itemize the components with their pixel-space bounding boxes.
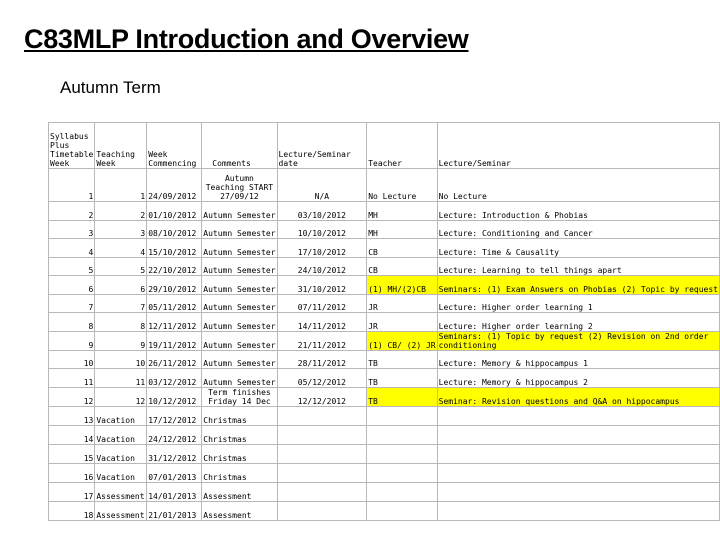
table-row bbox=[49, 406, 720, 425]
cell-topic: Lecture: Memory & hippocampus 2 bbox=[437, 369, 719, 388]
table-row bbox=[49, 276, 720, 295]
table-row bbox=[49, 482, 720, 501]
table-row bbox=[49, 169, 720, 202]
cell-teacher: MH bbox=[367, 202, 437, 221]
page-title: C83MLP Introduction and Overview bbox=[24, 24, 469, 54]
cell-week-commencing: 01/10/2012 bbox=[147, 202, 202, 221]
cell-syllabus-week: 2 bbox=[49, 202, 95, 221]
table-row bbox=[49, 202, 720, 221]
cell-teaching-week: 5 bbox=[95, 257, 147, 276]
cell-lecture-date: 24/10/2012 bbox=[277, 257, 367, 276]
cell-lecture-date: 10/10/2012 bbox=[277, 220, 367, 239]
cell-syllabus-week: 18 bbox=[49, 501, 95, 520]
table-row bbox=[49, 220, 720, 239]
cell-lecture-date bbox=[277, 501, 367, 520]
cell-teaching-week: Vacation bbox=[95, 406, 147, 425]
cell-topic-line: Seminars: (1) Topic by request (2) Revision on 2nd order bbox=[438, 331, 709, 341]
cell-week-commencing: 03/12/2012 bbox=[147, 369, 202, 388]
cell-topic bbox=[437, 444, 719, 463]
cell-lecture-date bbox=[277, 463, 367, 482]
cell-teacher bbox=[367, 425, 437, 444]
cell-syllabus-week: 5 bbox=[49, 257, 95, 276]
cell-comments: Autumn Semester bbox=[202, 313, 277, 332]
header-teacher: Teacher bbox=[367, 123, 437, 169]
header-syllabus-line: Syllabus bbox=[50, 132, 89, 141]
cell-comments: Christmas bbox=[202, 463, 277, 482]
cell-week-commencing: 21/01/2013 bbox=[147, 501, 202, 520]
header-lecture-date-line: Lecture/Seminar bbox=[278, 150, 351, 159]
cell-syllabus-week: 11 bbox=[49, 369, 95, 388]
cell-comments: Assessment bbox=[202, 501, 277, 520]
cell-week-commencing: 08/10/2012 bbox=[147, 220, 202, 239]
cell-teacher: MH bbox=[367, 220, 437, 239]
cell-syllabus-week: 7 bbox=[49, 294, 95, 313]
cell-teacher bbox=[367, 406, 437, 425]
table-row bbox=[49, 294, 720, 313]
cell-teaching-week: 11 bbox=[95, 369, 147, 388]
cell-syllabus-week: 10 bbox=[49, 350, 95, 369]
cell-comments bbox=[202, 169, 277, 202]
table-row bbox=[49, 387, 720, 406]
cell-teacher bbox=[367, 482, 437, 501]
cell-comments: Autumn Semester bbox=[202, 276, 277, 295]
cell-week-commencing: 07/01/2013 bbox=[147, 463, 202, 482]
cell-lecture-date: 12/12/2012 bbox=[277, 387, 367, 406]
cell-teaching-week: Vacation bbox=[95, 463, 147, 482]
page-subtitle: Autumn Term bbox=[60, 78, 161, 97]
cell-topic: Lecture: Introduction & Phobias bbox=[437, 202, 719, 221]
cell-syllabus-week: 8 bbox=[49, 313, 95, 332]
cell-teacher: JR bbox=[367, 313, 437, 332]
cell-lecture-date: N/A bbox=[277, 169, 367, 202]
cell-teacher bbox=[367, 444, 437, 463]
cell-teaching-week: 7 bbox=[95, 294, 147, 313]
cell-topic bbox=[437, 425, 719, 444]
cell-topic: Lecture: Time & Causality bbox=[437, 239, 719, 258]
cell-topic bbox=[437, 463, 719, 482]
cell-week-commencing: 22/10/2012 bbox=[147, 257, 202, 276]
cell-lecture-date: 31/10/2012 bbox=[277, 276, 367, 295]
cell-teacher: TB bbox=[367, 387, 437, 406]
cell-topic: Lecture: Learning to tell things apart bbox=[437, 257, 719, 276]
cell-week-commencing: 17/12/2012 bbox=[147, 406, 202, 425]
cell-comments: Christmas bbox=[202, 425, 277, 444]
cell-week-commencing: 05/11/2012 bbox=[147, 294, 202, 313]
cell-week-commencing: 15/10/2012 bbox=[147, 239, 202, 258]
cell-teaching-week: Vacation bbox=[95, 444, 147, 463]
cell-comments: Autumn Semester bbox=[202, 220, 277, 239]
cell-comments-line: 27/09/12 bbox=[220, 192, 259, 201]
cell-syllabus-week: 6 bbox=[49, 276, 95, 295]
cell-topic: Lecture: Conditioning and Cancer bbox=[437, 220, 719, 239]
cell-topic bbox=[437, 406, 719, 425]
cell-teaching-week: Assessment bbox=[95, 482, 147, 501]
cell-week-commencing: 24/12/2012 bbox=[147, 425, 202, 444]
cell-week-commencing: 14/01/2013 bbox=[147, 482, 202, 501]
cell-comments bbox=[202, 387, 277, 406]
cell-comments: Autumn Semester bbox=[202, 331, 277, 350]
table-row bbox=[49, 463, 720, 482]
header-syllabus-line: Timetable bbox=[50, 150, 94, 159]
cell-comments: Autumn Semester bbox=[202, 202, 277, 221]
cell-lecture-date: 05/12/2012 bbox=[277, 369, 367, 388]
cell-syllabus-week: 1 bbox=[49, 169, 95, 202]
cell-topic bbox=[437, 501, 719, 520]
header-lecture-date bbox=[277, 123, 367, 169]
header-syllabus-week bbox=[49, 123, 95, 169]
header-row bbox=[49, 123, 720, 169]
cell-teaching-week: 3 bbox=[95, 220, 147, 239]
cell-lecture-date: 21/11/2012 bbox=[277, 331, 367, 350]
cell-comments: Christmas bbox=[202, 406, 277, 425]
cell-topic bbox=[437, 331, 719, 350]
cell-topic bbox=[437, 482, 719, 501]
cell-comments-line: Autumn bbox=[224, 174, 254, 183]
cell-teaching-week: 2 bbox=[95, 202, 147, 221]
cell-teaching-week: 1 bbox=[95, 169, 147, 202]
header-week-commencing bbox=[147, 123, 202, 169]
cell-teaching-week: 12 bbox=[95, 387, 147, 406]
cell-topic: Lecture: Memory & hippocampus 1 bbox=[437, 350, 719, 369]
cell-teaching-week: 8 bbox=[95, 313, 147, 332]
table-row bbox=[49, 425, 720, 444]
header-teaching-week bbox=[95, 123, 147, 169]
table-row bbox=[49, 313, 720, 332]
cell-teaching-week: Assessment bbox=[95, 501, 147, 520]
cell-week-commencing: 19/11/2012 bbox=[147, 331, 202, 350]
cell-lecture-date bbox=[277, 425, 367, 444]
cell-syllabus-week: 14 bbox=[49, 425, 95, 444]
header-week-line: Commencing bbox=[148, 159, 197, 168]
cell-comments: Assessment bbox=[202, 482, 277, 501]
cell-teaching-week: 10 bbox=[95, 350, 147, 369]
cell-teacher bbox=[367, 501, 437, 520]
table-row bbox=[49, 239, 720, 258]
cell-comments: Autumn Semester bbox=[202, 294, 277, 313]
header-teaching-line: Week bbox=[96, 159, 116, 168]
cell-topic: Lecture: Higher order learning 1 bbox=[437, 294, 719, 313]
header-lecture-date-line: date bbox=[278, 159, 298, 168]
cell-syllabus-week: 13 bbox=[49, 406, 95, 425]
table-row bbox=[49, 257, 720, 276]
cell-week-commencing: 31/12/2012 bbox=[147, 444, 202, 463]
header-week-line: Week bbox=[148, 150, 168, 159]
cell-week-commencing: 29/10/2012 bbox=[147, 276, 202, 295]
cell-comments: Autumn Semester bbox=[202, 350, 277, 369]
cell-lecture-date: 07/11/2012 bbox=[277, 294, 367, 313]
table-row bbox=[49, 501, 720, 520]
header-syllabus-line: Plus bbox=[50, 141, 70, 150]
cell-lecture-date bbox=[277, 406, 367, 425]
cell-teacher: (1) MH/(2)CB bbox=[367, 276, 437, 295]
table-row bbox=[49, 369, 720, 388]
cell-lecture-date: 14/11/2012 bbox=[277, 313, 367, 332]
cell-teacher: TB bbox=[367, 350, 437, 369]
cell-topic: Lecture: Higher order learning 2 bbox=[437, 313, 719, 332]
header-comments: Comments bbox=[202, 123, 277, 169]
cell-teaching-week: 4 bbox=[95, 239, 147, 258]
cell-lecture-date: 03/10/2012 bbox=[277, 202, 367, 221]
header-syllabus-line: Week bbox=[50, 159, 70, 168]
cell-syllabus-week: 4 bbox=[49, 239, 95, 258]
cell-topic: Seminar: Revision questions and Q&A on hippocampus bbox=[437, 387, 719, 406]
cell-teacher: JR bbox=[367, 294, 437, 313]
cell-teaching-week: 9 bbox=[95, 331, 147, 350]
table-row bbox=[49, 350, 720, 369]
cell-week-commencing: 10/12/2012 bbox=[147, 387, 202, 406]
timetable bbox=[48, 122, 720, 521]
cell-syllabus-week: 15 bbox=[49, 444, 95, 463]
cell-comments: Autumn Semester bbox=[202, 257, 277, 276]
cell-syllabus-week: 3 bbox=[49, 220, 95, 239]
cell-syllabus-week: 17 bbox=[49, 482, 95, 501]
cell-topic: Seminars: (1) Exam Answers on Phobias (2) Topic by request bbox=[437, 276, 719, 295]
cell-week-commencing: 24/09/2012 bbox=[147, 169, 202, 202]
cell-teacher: CB bbox=[367, 239, 437, 258]
header-teaching-line: Teaching bbox=[96, 150, 135, 159]
table-row bbox=[49, 331, 720, 350]
cell-week-commencing: 12/11/2012 bbox=[147, 313, 202, 332]
cell-lecture-date bbox=[277, 482, 367, 501]
cell-syllabus-week: 12 bbox=[49, 387, 95, 406]
cell-teacher: TB bbox=[367, 369, 437, 388]
cell-teaching-week: Vacation bbox=[95, 425, 147, 444]
cell-comments: Autumn Semester bbox=[202, 369, 277, 388]
cell-topic-line: conditioning bbox=[438, 340, 497, 350]
cell-topic: No Lecture bbox=[437, 169, 719, 202]
table-row bbox=[49, 444, 720, 463]
cell-teacher: No Lecture bbox=[367, 169, 437, 202]
cell-comments-line: Teaching START bbox=[205, 183, 274, 192]
cell-teacher: CB bbox=[367, 257, 437, 276]
cell-syllabus-week: 9 bbox=[49, 331, 95, 350]
cell-teaching-week: 6 bbox=[95, 276, 147, 295]
cell-lecture-date: 28/11/2012 bbox=[277, 350, 367, 369]
header-lecture-seminar: Lecture/Seminar bbox=[437, 123, 719, 169]
cell-comments-line: Term finishes bbox=[208, 387, 271, 397]
cell-teacher: (1) CB/ (2) JR bbox=[367, 331, 437, 350]
cell-lecture-date: 17/10/2012 bbox=[277, 239, 367, 258]
cell-lecture-date bbox=[277, 444, 367, 463]
cell-comments: Autumn Semester bbox=[202, 239, 277, 258]
cell-syllabus-week: 16 bbox=[49, 463, 95, 482]
cell-week-commencing: 26/11/2012 bbox=[147, 350, 202, 369]
cell-teacher bbox=[367, 463, 437, 482]
cell-comments: Christmas bbox=[202, 444, 277, 463]
cell-comments-line: Friday 14 Dec bbox=[208, 396, 271, 406]
